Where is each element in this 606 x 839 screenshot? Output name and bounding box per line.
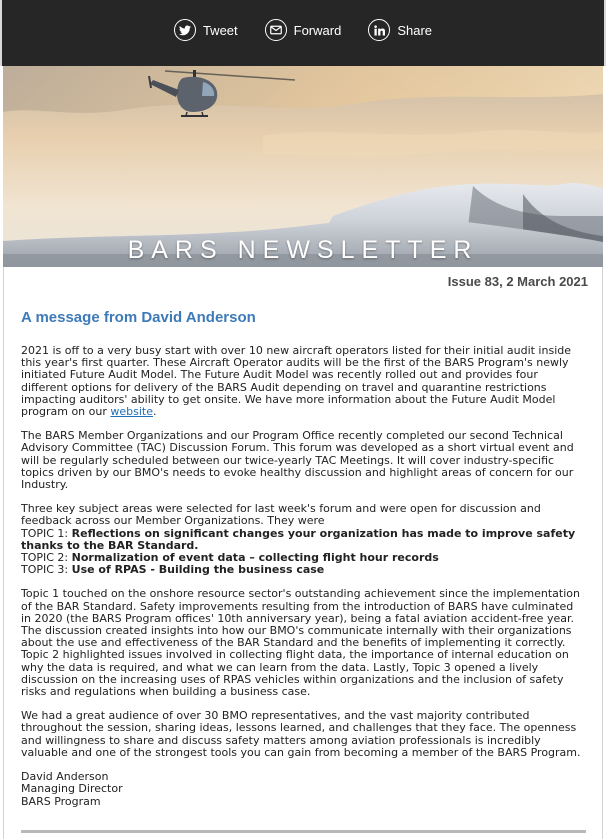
topic-2-text: Normalization of event data – collecting flight hour records [71,551,439,565]
forward-label: Forward [293,22,342,38]
paragraph-4: Topic 1 touched on the onshore resource sector's outstanding achievement since the implementation of the BAR Standard. Safety improvements resulting from the introduction of BARS have culminated in 2020 (the BARS Program offices' 10th anniversary year), being a fatal aviation accident-free year. The discussion created insights into how our BMO's communicate internally with their organizations about the use and effectiveness of the BAR Standard and the benefits of implementing it correctly. Topic 2 highlighted issues involved in collecting flight data, the importance of internal education on why the data is required, and what we can learn from the data. Lastly, Topic 3 opened a lively discussion on the increasing uses of RPAS vehicles within organizations and the inclusion of safety risks and regulations when building a business case. [21,587,580,699]
topic-2-label: TOPIC 2: [21,551,72,565]
forward-button[interactable] [265,19,342,41]
topic-2 [21,551,439,564]
twitter-icon [174,19,196,41]
topic-1 [21,527,575,552]
paragraph-1-text: 2021 is off to a very busy start with over 10 new aircraft operators listed for their initial audit inside this year's first quarter. These Aircraft Operator audits will be the first of the BARS Program's newly initiated Future Audit Model. The Future Audit Model was recently rolled out and provides four different options for delivery of the BARS Audit depending on travel and quarantine restrictions impacting auditors' ability to get onsite. We have more information about the Future Audit Model program on our [21,344,571,419]
paragraph-3 [21,503,586,576]
mail-icon [265,19,287,41]
topic-3-label: TOPIC 3: [21,563,72,577]
footer-divider [21,830,586,833]
signature-role: Managing Director [21,782,123,796]
issue-date: Issue 83, 2 March 2021 [447,274,588,289]
signature-org: BARS Program [21,794,101,808]
article-heading: A message from David Anderson [21,309,256,326]
signature [21,771,586,808]
paragraph-2: The BARS Member Organizations and our Program Office recently completed our second Technical Advisory Committee (TAC) Discussion Forum. This forum was developed as a short virtual event and will be regularly scheduled between our twice-yearly TAC Meetings. It will cover industry-specific topics driven by our BMO's needs to evoke healthy discussion and highlight areas of concern for our Industry. [21,429,574,492]
topics-intro: Three key subject areas were selected for last week's forum and were open for discussion and feedback across our Member Organizations. They were [21,502,541,528]
signature-name: David Anderson [21,770,109,784]
topic-3-text: Use of RPAS - Building the business case [71,563,325,577]
article-body [21,309,586,808]
share-button[interactable] [368,19,432,41]
share-bar [0,0,606,66]
topic-3 [21,563,324,576]
topic-1-text: Reflections on significant changes your organization has made to improve safety thanks to the BAR Standard. [21,526,576,552]
share-label: Share [397,22,433,38]
tweet-label: Tweet [202,22,238,38]
paragraph-1 [21,345,586,418]
tweet-button[interactable] [174,19,238,41]
share-actions [2,19,604,41]
linkedin-icon [368,19,390,41]
paragraph-5: We had a great audience of over 30 BMO representatives, and the vast majority contributed throughout the session, sharing ideas, lessons learned, and challenges that they face. The openness and willingness to share and discuss safety matters among aviation professionals is incredibly valuable and one of the strongest tools you can gain from becoming a member of the BARS Program. [21,709,581,759]
paragraph-1-end: . [153,405,157,419]
topic-1-label: TOPIC 1: [21,526,72,540]
newsletter-title: BARS NEWSLETTER [127,236,479,264]
hero-banner [3,66,603,267]
website-link[interactable]: website [110,405,153,419]
